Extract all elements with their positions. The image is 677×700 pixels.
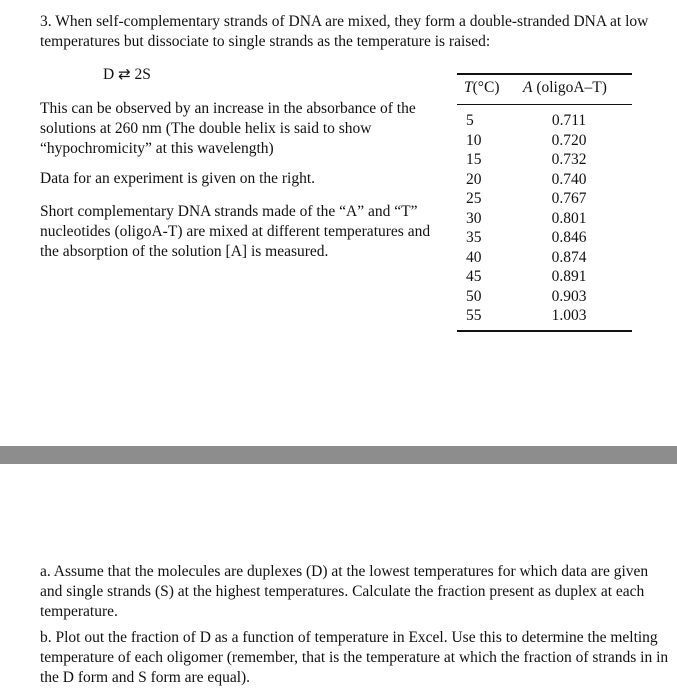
equilibrium-arrow-icon: ⇄ [118, 65, 131, 83]
dissociation-equation [103, 65, 151, 84]
table-bottom-rule [457, 330, 632, 332]
section-divider [0, 446, 677, 464]
absorbance-cell: 0.740 [551, 170, 587, 188]
temperature-cell: 40 [466, 248, 482, 266]
strands-description: Short complementary DNA strands made of the “A” and “T” nucleotides (oligoA-T) are mixed at different temperatures and the absorption of the solution [A] is measured. [40, 203, 431, 260]
absorbance-cell: 1.003 [551, 307, 587, 324]
absorbance-cell: 0.711 [551, 112, 587, 129]
temperature-cell: 10 [466, 131, 482, 149]
absorbance-cell: 0.720 [551, 131, 587, 149]
absorbance-cell: 0.846 [551, 229, 587, 246]
table-top-rule [457, 73, 632, 75]
header-temperature: T(°C) [464, 79, 500, 96]
absorbance-cell: 0.732 [551, 151, 587, 168]
equation-duplex: D [103, 66, 115, 83]
absorbance-column [539, 111, 599, 326]
table-header-rule [457, 104, 632, 105]
temperature-cell: 55 [466, 307, 482, 324]
equation-single-strands: 2S [134, 66, 151, 83]
data-table [457, 73, 632, 332]
temperature-cell: 5 [466, 112, 474, 129]
absorbance-cell: 0.903 [551, 287, 587, 305]
absorbance-cell: 0.874 [551, 248, 587, 266]
part-a-text: a. Assume that the molecules are duplexes (D) at the lowest temperatures for which data are given and single strands (S) at the highest temperatures. Calculate the fraction present as duplex at each temperature. [40, 563, 649, 620]
absorbance-cell: 0.801 [551, 209, 587, 227]
temperature-cell: 25 [466, 190, 482, 207]
temperature-cell: 30 [466, 209, 482, 227]
temperature-cell: 20 [466, 170, 482, 188]
temperature-cell: 45 [466, 268, 482, 285]
temperature-column [466, 111, 496, 326]
absorbance-cell: 0.767 [551, 190, 587, 207]
part-b-text: b. Plot out the fraction of D as a function of temperature in Excel. Use this to determine the melting temperature of each oligomer (remember, that is the temperature at which the fraction of strands in in the D form and S form are equal). [40, 629, 669, 686]
absorbance-explanation: This can be observed by an increase in the absorbance of the solutions at 260 nm (The double helix is said to show “hypochromicity” at this wavelength) [40, 100, 416, 157]
header-absorbance: A (oligoA–T) [523, 79, 607, 96]
temperature-cell: 50 [466, 287, 482, 305]
temperature-cell: 15 [466, 151, 482, 168]
data-note: Data for an experiment is given on the right. [40, 170, 316, 187]
temperature-cell: 35 [466, 229, 482, 246]
absorbance-cell: 0.891 [551, 268, 587, 285]
question-intro: 3. When self-complementary strands of DNA are mixed, they form a double-stranded DNA at low temperatures but dissociate to single strands as the temperature is raised: [40, 13, 649, 50]
